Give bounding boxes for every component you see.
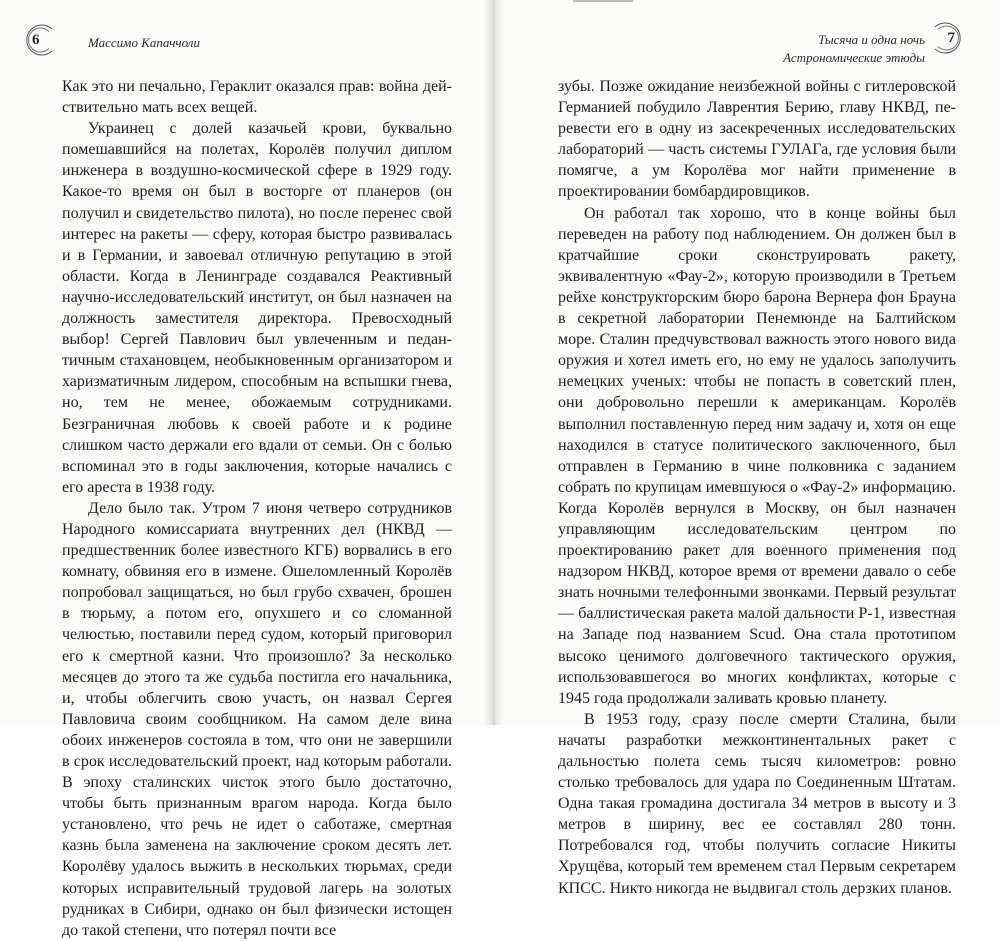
book-gutter	[484, 0, 504, 725]
running-head-author: Массимо Капаччоли	[88, 35, 200, 50]
page-number: 7	[947, 30, 955, 46]
right-page	[493, 0, 1000, 897]
right-page-body	[558, 76, 956, 899]
paragraph: Украинец с долей казачьей крови, буквально помешавшийся на полетах, Королёв получил диплом инженера в воздушно-космической сфере в 1929 году. Какое-то время он был в восторге от планеров (он получил и свидетельство пилота), но после перенес свой интерес на ракеты — сферу, которая быстро развивалась и в Германии, и завоевал отличную репутацию в этой области. Когда в Ленинграде создавался Реактивный научно-исследовательский институт, он был назначен на должность заместителя директора. Превосходный выбор! Сергей Павлович был увлеченным и педантичным стахановцем, необыкновенным организатором и харизматичным лидером, способным на вспышки гнева, но, тем не менее, обожаемым сотрудниками. Безграничная любовь к своей работе и к родине слишком часто держали его вдали от семьи. Он с болью вспоминал это в годы заключения, которые начались с его ареста в 1938 году.	[62, 120, 452, 496]
left-page	[0, 0, 493, 939]
paragraph: Как это ни печально, Гераклит оказался прав: война действительно мать всех вещей.	[62, 78, 452, 117]
right-page-header	[655, 30, 955, 70]
left-page-body	[62, 76, 452, 941]
paragraph: Дело было так. Утром 7 июня четверо сотрудников Народного комиссариата внутренних дел (НКВД — предшественник более известного КГБ) ворвались в его комнату, обвиняя его в измене. Ошеломленный Королёв попробовал защищаться, но был грубо схвачен, брошен в тюрьму, а потом его, опухшего и со сломанной челюстью, поставили перед судом, который приговорил его к смертной казни. Что произошло? За несколько месяцев до этого та же судьба постигла его начальника, и, чтобы облегчить свою участь, он назвал Сергея Павловича своим сообщником. На самом деле вина обоих инженеров состояла в том, что они не завершили в срок исследовательский проект, над которым работали. В эпоху сталинских чисток этого было достаточно, чтобы быть признанным врагом народа. Когда было установлено, что речь не идет о саботаже, смертная казнь была заменена на заключение сроком десять лет. Королёву удалось выжить в нескольких тюрьмах, среди которых исправительный трудовой лагерь на золотых рудниках в Сибири, однако он был физически истощен до такой степени, что потерял почти все	[62, 499, 452, 939]
paragraph: зубы. Позже ожидание неизбежной войны с гитлеровской Германией побудило Лаврентия Берию, главу НКВД, перевести его в одну из засекреченных исследовательских лабораторий — часть системы ГУЛАГа, где условия были помягче, а ум Королёва мог найти применение в проектировании бомбардировщиков.	[558, 78, 956, 201]
running-head-subtitle: Астрономические этюды	[783, 50, 925, 65]
scan-artifact	[573, 0, 633, 2]
page-number: 6	[32, 32, 40, 48]
page-ornament-icon	[931, 21, 965, 55]
running-head-title: Тысяча и одна ночь	[818, 32, 925, 47]
left-page-header	[32, 32, 472, 62]
paragraph: В 1953 году, сразу после смерти Сталина, были начаты разработки межконтинентальных ракет с дальностью полета семь тысяч километров: ровно столько требовалось для удара по Соединенным Штатам. Одна такая громадина достигала 34 метров в высоту и 3 метров в ширину, вес ее составлял 280 тонн. Потребовался год, чтобы получить согласие Никиты Хрущёва, который тем временем стал Первым секретарем КПСС. Никто никогда не выдвигал столь дерзких планов.	[558, 710, 956, 897]
paragraph: Он работал так хорошо, что в конце войны был переведен на работу под наблюдением. Он должен был в кратчайшие сроки сконструировать ракету, эквивалентную «Фау-2», которую производили в Третьем рейхе конструкторским бюро барона Вернера фон Брауна в секретной лаборатории Пенемюнде на Балтийском море. Сталин предчувствовал важность этого нового вида оружия и хотел иметь его, но ему не удалось заполучить немецких ученых: чтобы не попасть в советский плен, они добровольно перешли к американцам. Королёв выполнил поставленную перед ним задачу и, хотя он еще находился в статусе политического заключенного, был отправлен в Германию в чине полковника с заданием собрать по крупицам имевшуюся о «Фау-2» информацию. Когда Королёв вернулся в Москву, он был назначен управляющим исследовательским центром по проектированию ракет для военного применения под надзором НКВД, которое время от времени давало о себе знать ночными телефонными звонками. Первый результат — баллистическая ракета малой дальности Р-1, известная на Западе под названием Scud. Она стала прототипом высоко ценимого долговечного тактического оружия, использовавшегося во многих конфликтах, которые с 1945 года продолжали заливать кровью планету.	[558, 204, 956, 707]
